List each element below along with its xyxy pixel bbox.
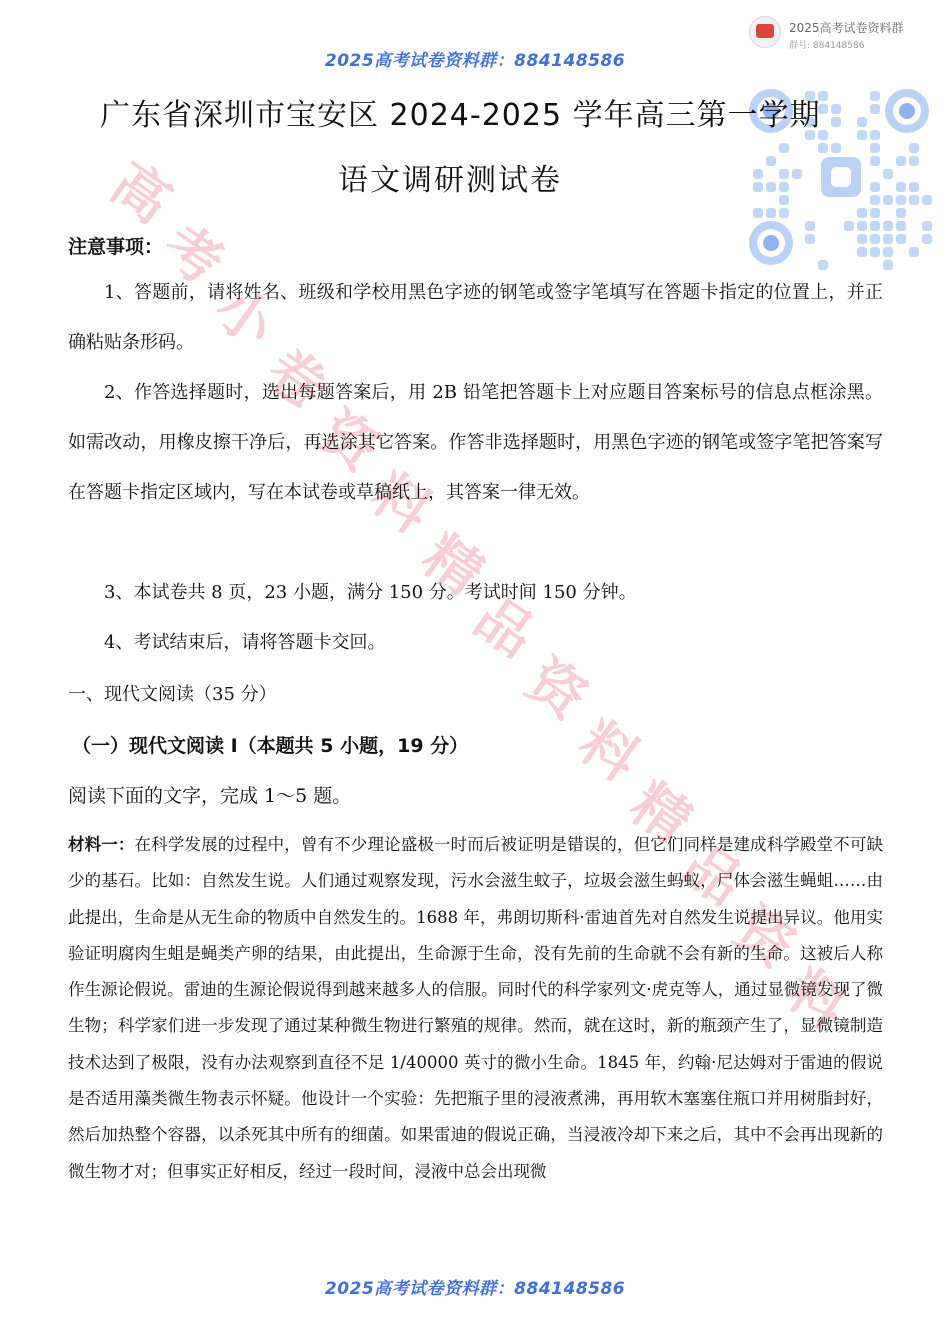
notice-item: 1、答题前，请将姓名、班级和学校用黑色字迹的钢笔或签字笔填写在答题卡指定的位置上，并正确粘贴条形码。: [68, 282, 883, 353]
watermark-char: 资: [306, 399, 390, 485]
qr-module: [922, 195, 932, 205]
page-subtitle: 语文调研测试卷: [338, 163, 562, 198]
top-banner: 2025高考试卷资料群：884148586: [324, 51, 626, 71]
watermark-char: 资: [722, 895, 806, 981]
qr-module: [779, 143, 789, 153]
qr-module: [857, 247, 867, 257]
qr-module: [870, 221, 880, 231]
material-text: 在科学发展的过程中，曾有不少理论盛极一时而后被证明是错误的，但它们同样是建成科学殿堂不可缺少的基石。比如：自然发生说。人们通过观察发现，污水会滋生蚊子，垃圾会滋生蚂蚁，尸体会滋生蝇蛆……由此提出，生命是从无生命的物质中自然发生的。1688 年，弗朗切斯科·雷迪首先对自然发生说提出异议。他用实验证明腐肉生蛆是蝇类产卵的结果，由此提出，生命源于生命，没有先前的生命就不会有新的生命。这被后人称作生源论假说。雷迪的生源论假说得到越来越多人的信服。同时代的科学家列文·虎克等人，通过显微镜发现了微生物；科学家们进一步发现了通过某种微生物进行繁殖的规律。然而，就在这时，新的瓶颈产生了，显微镜制造技术达到了极限，没有办法观察到直径不足 1/40000 英寸的微小生命。1845 年，约翰·尼达姆对于雷迪的假说是否适用藻类微生物表示怀疑。他设计一个实验：先把瓶子里的浸液煮沸，再用软木塞塞住瓶口并用树脂封好，然后加热整个容器，以杀死其中所有的细菌。如果雷迪的假说正确，当浸液冷却下来之后，其中不会再出现新的微生物才对；但事实正好相反，经过一段时间，浸液中总会出现微: [68, 835, 884, 1181]
qr-module: [870, 130, 880, 140]
qr-module: [909, 182, 919, 192]
watermark-char: 精: [410, 523, 494, 609]
qr-module: [883, 247, 893, 257]
qr-module: [766, 208, 776, 218]
qr-module: [909, 143, 919, 153]
qr-module: [857, 208, 867, 218]
watermark-char: 卷: [254, 337, 338, 423]
qr-module: [805, 234, 815, 244]
qr-module: [870, 104, 880, 114]
material-label: 材料一：: [68, 835, 135, 854]
watermark-char: 品: [670, 833, 754, 919]
qr-group-number: 群号: 884148586: [789, 41, 865, 51]
watermark-char: 考: [150, 213, 234, 299]
qr-module: [844, 221, 854, 231]
qr-module: [870, 91, 880, 101]
watermark-char: 品: [462, 585, 546, 671]
qr-module: [883, 260, 893, 270]
qr-module: [922, 221, 932, 231]
watermark-char: 料: [566, 709, 650, 795]
watermark-char: 小: [202, 275, 286, 361]
group-logo-icon: [749, 16, 781, 48]
reading-instruction: 阅读下面的文字，完成 1～5 题。: [68, 785, 352, 807]
section-heading: 一、现代文阅读（35 分）: [68, 684, 277, 705]
qr-module: [870, 208, 880, 218]
qr-module: [883, 234, 893, 244]
qr-module: [831, 143, 841, 153]
page-title: 广东省深圳市宝安区 2024-2025 学年高三第一学期: [100, 98, 821, 133]
qr-module: [896, 234, 906, 244]
notice-item: 3、本试卷共 8 页，23 小题，满分 150 分。考试时间 150 分钟。: [104, 582, 637, 603]
qr-module: [870, 247, 880, 257]
watermark-char: 精: [618, 771, 702, 857]
qr-module: [779, 208, 789, 218]
qr-module: [870, 143, 880, 153]
watermark-char: 料: [358, 461, 442, 547]
watermark-char: 资: [514, 647, 598, 733]
qr-module: [883, 221, 893, 231]
qr-module: [857, 234, 867, 244]
watermark-char: 高: [98, 151, 182, 237]
qr-module: [909, 156, 919, 166]
watermark-char: 料: [774, 957, 858, 1043]
qr-module: [896, 221, 906, 231]
qr-group-title: 2025高考试卷资料群: [789, 21, 904, 35]
qr-module: [909, 195, 919, 205]
subsection-heading: （一）现代文阅读 I（本题共 5 小题，19 分）: [72, 735, 469, 757]
notice-item: 4、考试结束后，请将答题卡交回。: [104, 632, 386, 653]
qr-group-card[interactable]: [745, 10, 937, 265]
qr-module: [818, 143, 828, 153]
qr-module: [896, 208, 906, 218]
material-one: [68, 827, 883, 1190]
qr-module: [870, 234, 880, 244]
bottom-banner: 2025高考试卷资料群：884148586: [324, 1279, 626, 1299]
qr-module: [909, 247, 919, 257]
qr-module: [805, 221, 815, 231]
notice-item: 2、作答选择题时，选出每题答案后，用 2B 铅笔把答题卡上对应题目答案标号的信息点框涂黑。如需改动，用橡皮擦干净后，再选涂其它答案。作答非选择题时，用黑色字迹的钢笔或签字笔把答案写在答题卡指定区域内，写在本试卷或草稿纸上，其答案一律无效。: [68, 382, 883, 503]
qr-module: [753, 208, 763, 218]
notice-heading: 注意事项：: [68, 236, 164, 258]
qr-module: [857, 221, 867, 231]
qr-module: [922, 234, 932, 244]
